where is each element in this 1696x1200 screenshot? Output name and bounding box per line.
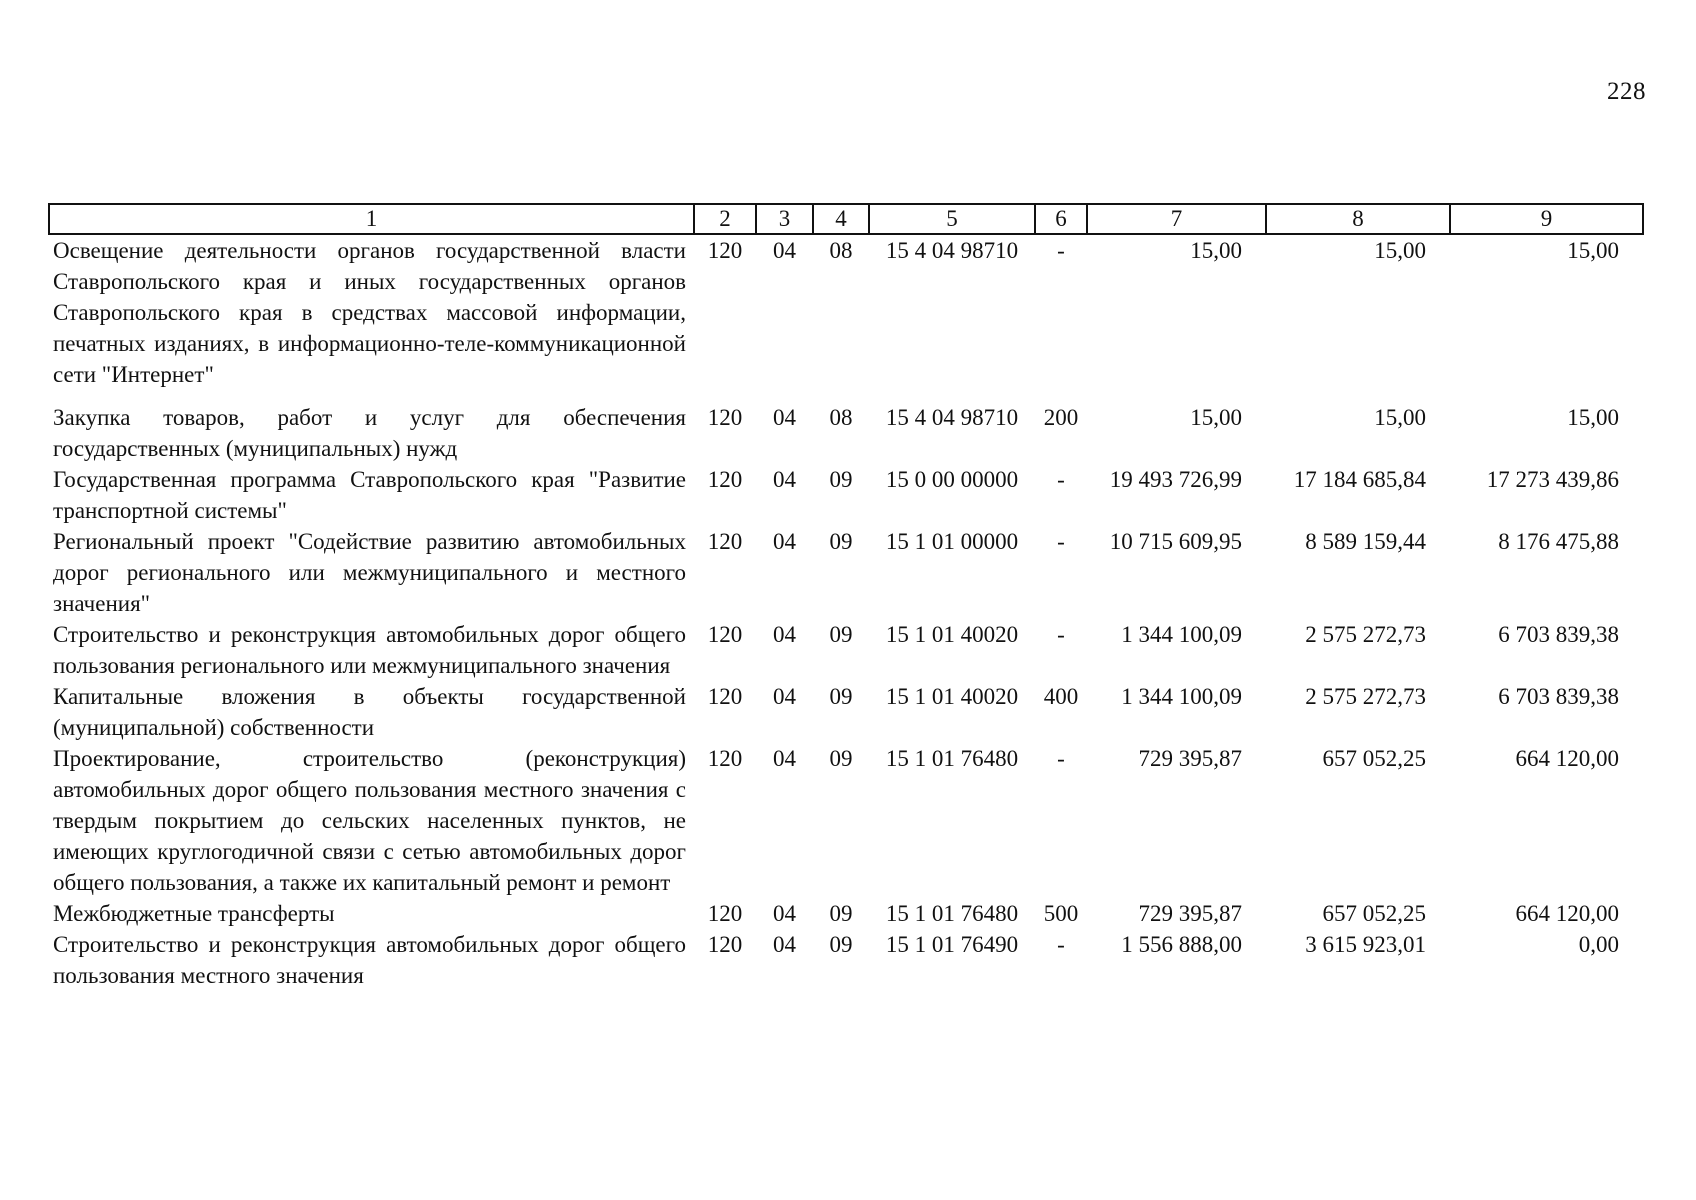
row-target-code: 15 1 01 40020 bbox=[885, 684, 1019, 709]
row-section-code: 04 bbox=[773, 901, 796, 926]
row-expense-type: - bbox=[1057, 746, 1065, 771]
row-subsection-code: 09 bbox=[829, 622, 853, 647]
row-target-code: 15 1 01 76480 bbox=[885, 901, 1019, 926]
table-row bbox=[49, 526, 1643, 619]
row-name: Закупка товаров, работ и услуг для обеспечения государственных (муниципальных) нужд bbox=[53, 405, 686, 461]
row-name: Межбюджетные трансферты bbox=[53, 901, 335, 926]
row-amount-col8: 15,00 bbox=[1374, 238, 1426, 263]
row-section-code: 04 bbox=[773, 467, 796, 492]
row-amount-col7: 1 556 888,00 bbox=[1121, 932, 1242, 957]
table-row bbox=[49, 898, 1643, 929]
table-row bbox=[49, 743, 1643, 898]
row-ministry-code: 120 bbox=[707, 405, 743, 430]
row-amount-col9: 664 120,00 bbox=[1515, 746, 1619, 771]
row-expense-type: 500 bbox=[1043, 901, 1079, 926]
row-amount-col9: 17 273 439,86 bbox=[1486, 467, 1619, 492]
row-amount-col7: 15,00 bbox=[1190, 238, 1242, 263]
row-amount-col8: 2 575 272,73 bbox=[1305, 622, 1426, 647]
row-amount-col8: 17 184 685,84 bbox=[1293, 467, 1426, 492]
row-subsection-code: 09 bbox=[829, 746, 853, 771]
column-header-9: 9 bbox=[1450, 204, 1643, 234]
row-target-code: 15 1 01 40020 bbox=[885, 622, 1019, 647]
row-expense-type: - bbox=[1057, 932, 1065, 957]
row-spacer bbox=[49, 390, 1643, 402]
row-subsection-code: 09 bbox=[829, 932, 853, 957]
row-name: Строительство и реконструкция автомобильных дорог общего пользования местного значения bbox=[53, 932, 686, 988]
row-amount-col8: 2 575 272,73 bbox=[1305, 684, 1426, 709]
row-amount-col7: 1 344 100,09 bbox=[1121, 684, 1242, 709]
row-expense-type: 200 bbox=[1043, 405, 1079, 430]
row-expense-type: 400 bbox=[1043, 684, 1079, 709]
row-amount-col8: 657 052,25 bbox=[1322, 746, 1426, 771]
row-name: Строительство и реконструкция автомобильных дорог общего пользования регионального или межмуниципального значения bbox=[53, 622, 686, 678]
row-name: Капитальные вложения в объекты государственной (муниципальной) собственности bbox=[53, 684, 686, 740]
row-amount-col7: 15,00 bbox=[1190, 405, 1242, 430]
row-expense-type: - bbox=[1057, 238, 1065, 263]
row-expense-type: - bbox=[1057, 622, 1065, 647]
row-section-code: 04 bbox=[773, 746, 796, 771]
row-expense-type: - bbox=[1057, 529, 1065, 554]
column-header-3: 3 bbox=[756, 204, 813, 234]
row-amount-col8: 15,00 bbox=[1374, 405, 1426, 430]
row-name: Освещение деятельности органов государственной власти Ставропольского края и иных государственных органов Ставропольского края в средствах массовой информации, печатных изданиях, в информационно-теле-коммуникационной сети "Интернет" bbox=[53, 238, 686, 387]
page-number: 228 bbox=[1607, 78, 1646, 105]
row-amount-col7: 729 395,87 bbox=[1138, 746, 1242, 771]
row-amount-col9: 15,00 bbox=[1567, 238, 1619, 263]
row-ministry-code: 120 bbox=[707, 529, 743, 554]
row-subsection-code: 09 bbox=[829, 684, 853, 709]
row-target-code: 15 4 04 98710 bbox=[885, 405, 1019, 430]
column-header-7: 7 bbox=[1087, 204, 1266, 234]
budget-table bbox=[48, 203, 1644, 991]
row-amount-col9: 0,00 bbox=[1578, 932, 1619, 957]
row-section-code: 04 bbox=[773, 684, 796, 709]
row-amount-col8: 8 589 159,44 bbox=[1305, 529, 1426, 554]
row-amount-col8: 3 615 923,01 bbox=[1305, 932, 1426, 957]
row-name: Проектирование, строительство (реконструкция) автомобильных дорог общего пользования местного значения с твердым покрытием до сельских населенных пунктов, не имеющих круглогодичной связи с сетью автомобильных дорог общего пользования, а также их капитальный ремонт и ремонт bbox=[53, 746, 686, 895]
column-header-8: 8 bbox=[1266, 204, 1450, 234]
row-target-code: 15 1 01 00000 bbox=[885, 529, 1019, 554]
row-ministry-code: 120 bbox=[707, 932, 743, 957]
row-amount-col8: 657 052,25 bbox=[1322, 901, 1426, 926]
row-ministry-code: 120 bbox=[707, 622, 743, 647]
row-amount-col9: 15,00 bbox=[1567, 405, 1619, 430]
table-row bbox=[49, 929, 1643, 991]
row-section-code: 04 bbox=[773, 622, 796, 647]
row-amount-col7: 1 344 100,09 bbox=[1121, 622, 1242, 647]
column-header-1: 1 bbox=[49, 204, 694, 234]
row-section-code: 04 bbox=[773, 932, 796, 957]
column-header-2: 2 bbox=[694, 204, 756, 234]
table-row bbox=[49, 234, 1643, 390]
row-target-code: 15 1 01 76490 bbox=[885, 932, 1019, 957]
row-name: Региональный проект "Содействие развитию автомобильных дорог регионального или межмуниципального и местного значения" bbox=[53, 529, 686, 616]
table-header-row bbox=[49, 204, 1643, 234]
column-header-5: 5 bbox=[869, 204, 1035, 234]
row-amount-col7: 10 715 609,95 bbox=[1109, 529, 1242, 554]
column-header-4: 4 bbox=[813, 204, 869, 234]
row-amount-col7: 19 493 726,99 bbox=[1109, 467, 1242, 492]
row-amount-col9: 664 120,00 bbox=[1515, 901, 1619, 926]
row-subsection-code: 09 bbox=[829, 467, 853, 492]
row-ministry-code: 120 bbox=[707, 467, 743, 492]
row-section-code: 04 bbox=[773, 529, 796, 554]
column-header-6: 6 bbox=[1035, 204, 1087, 234]
table-row bbox=[49, 402, 1643, 464]
row-ministry-code: 120 bbox=[707, 238, 743, 263]
row-amount-col9: 6 703 839,38 bbox=[1498, 684, 1619, 709]
row-subsection-code: 09 bbox=[829, 901, 853, 926]
row-name: Государственная программа Ставропольского края "Развитие транспортной системы" bbox=[53, 467, 686, 523]
row-amount-col9: 6 703 839,38 bbox=[1498, 622, 1619, 647]
row-section-code: 04 bbox=[773, 238, 796, 263]
row-section-code: 04 bbox=[773, 405, 796, 430]
row-expense-type: - bbox=[1057, 467, 1065, 492]
row-ministry-code: 120 bbox=[707, 901, 743, 926]
row-amount-col9: 8 176 475,88 bbox=[1498, 529, 1619, 554]
row-target-code: 15 4 04 98710 bbox=[885, 238, 1019, 263]
table-row bbox=[49, 619, 1643, 681]
row-target-code: 15 1 01 76480 bbox=[885, 746, 1019, 771]
row-ministry-code: 120 bbox=[707, 746, 743, 771]
table-row bbox=[49, 464, 1643, 526]
row-subsection-code: 08 bbox=[829, 238, 853, 263]
row-target-code: 15 0 00 00000 bbox=[885, 467, 1019, 492]
table-row bbox=[49, 681, 1643, 743]
row-ministry-code: 120 bbox=[707, 684, 743, 709]
row-subsection-code: 08 bbox=[829, 405, 853, 430]
row-subsection-code: 09 bbox=[829, 529, 853, 554]
row-amount-col7: 729 395,87 bbox=[1138, 901, 1242, 926]
